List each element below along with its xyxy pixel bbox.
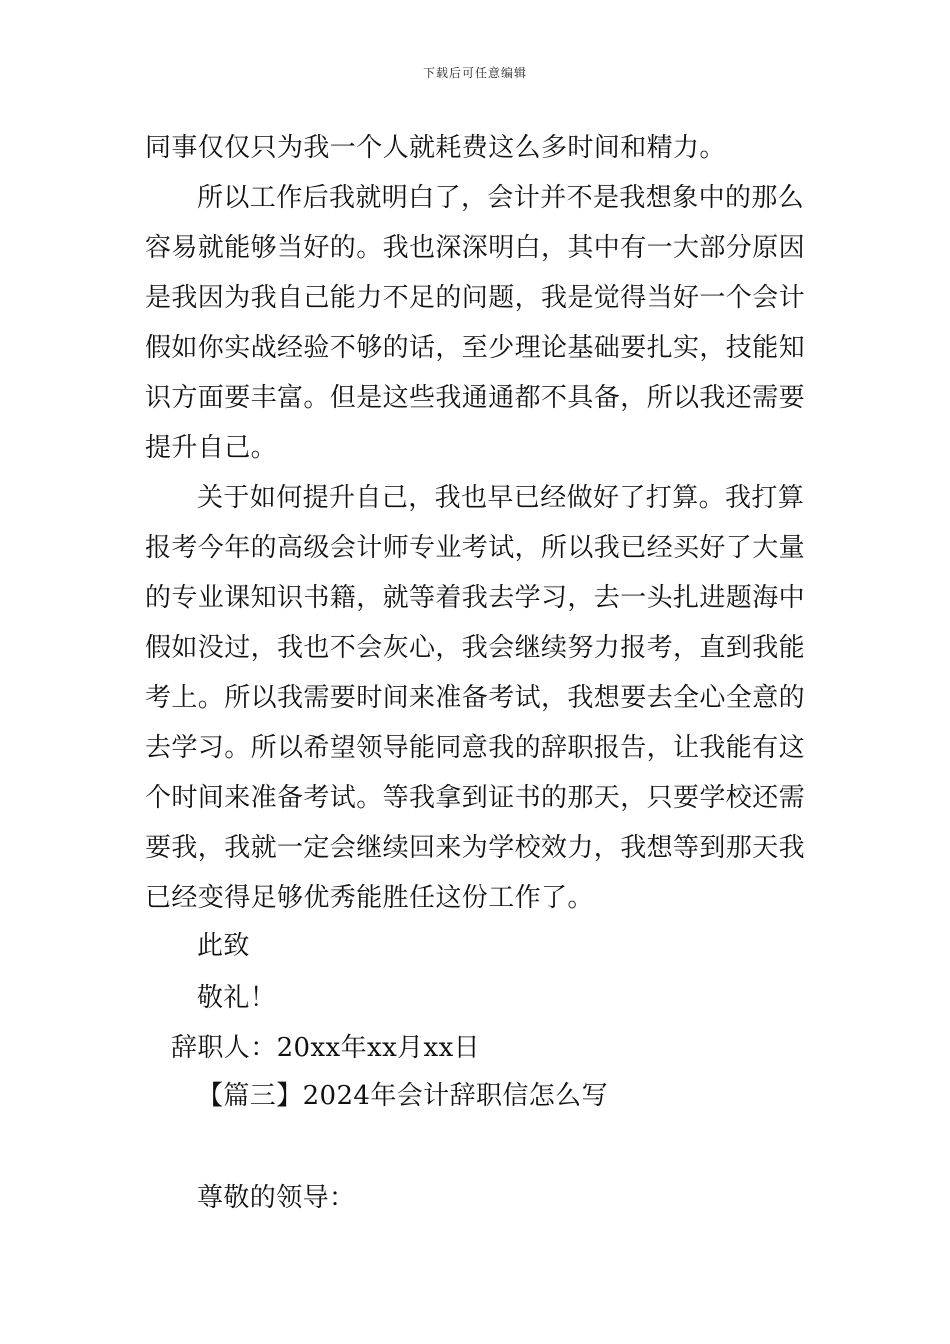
body-line: 提升自己。 [145,433,278,463]
body-line: 所以工作后我就明白了，会计并不是我想象中的那么 [197,183,805,213]
body-line: 识方面要丰富。但是这些我通通都不具备，所以我还需要 [145,383,806,413]
body-line: 是我因为我自己能力不足的问题，我是觉得当好一个会计 [145,283,806,313]
body-line: 考上。所以我需要时间来准备考试，我想要去全心全意的 [145,683,806,713]
closing-salutation: 此致 [197,931,250,961]
page-header: 下载后可任意编辑 [422,66,527,80]
body-line: 个时间来准备考试。等我拿到证书的那天，只要学校还需 [145,783,806,813]
section-title: 【篇三】2024年会计辞职信怎么写 [197,1081,608,1111]
body-line: 去学习。所以希望领导能同意我的辞职报告，让我能有这 [145,733,806,763]
body-line: 假如你实战经验不够的话，至少理论基础要扎实，技能知 [145,333,806,363]
body-line: 同事仅仅只为我一个人就耗费这么多时间和精力。 [145,133,726,163]
body-line: 关于如何提升自己，我也早已经做好了打算。我打算 [197,483,805,513]
body-line: 容易就能够当好的。我也深深明白，其中有一大部分原因 [145,233,806,263]
closing-regards: 敬礼！ [197,983,277,1013]
greeting: 尊敬的领导： [197,1183,356,1213]
signature-date: 辞职人：20xx年xx月xx日 [171,1033,481,1063]
body-line: 的专业课知识书籍，就等着我去学习，去一头扎进题海中 [145,583,806,613]
body-line: 报考今年的高级会计师专业考试，所以我已经买好了大量 [145,533,806,563]
body-line: 已经变得足够优秀能胜任这份工作了。 [145,883,594,913]
body-line: 假如没过，我也不会灰心，我会继续努力报考，直到我能 [145,633,806,663]
body-line: 要我，我就一定会继续回来为学校效力，我想等到那天我 [145,833,806,863]
